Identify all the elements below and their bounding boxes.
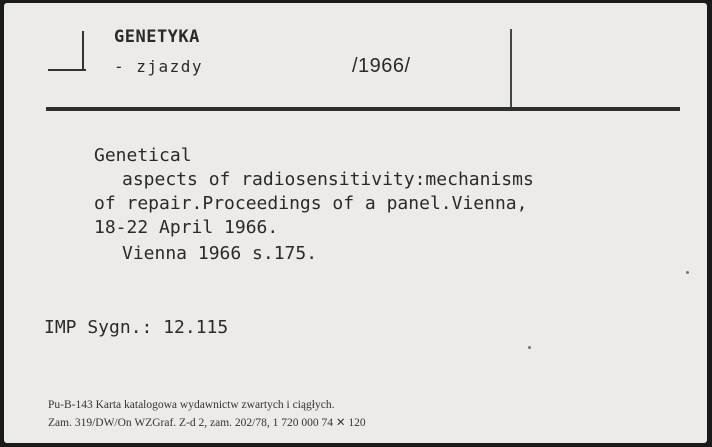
- divider-horizontal-left: [48, 69, 86, 71]
- footer-line-2: Zam. 319/DW/On WZGraf. Z-d 2, zam. 202/78, 1 720 000 74 ✕ 120: [48, 417, 366, 429]
- catalog-card: [4, 3, 707, 443]
- body-line-1: Genetical: [94, 145, 192, 166]
- card-heading: GENETYKA: [114, 27, 200, 47]
- body-line-5: Vienna 1966 s.175.: [122, 243, 318, 264]
- divider-vertical-right: [510, 29, 512, 107]
- card-subheading: - zjazdy: [114, 57, 204, 76]
- body-line-3: of repair.Proceedings of a panel.Vienna,: [94, 193, 528, 214]
- divider-vertical-left: [82, 31, 84, 69]
- body-line-4: 18-22 April 1966.: [94, 217, 279, 238]
- body-line-2: aspects of radiosensitivity:mechanisms: [122, 169, 534, 190]
- speck: [528, 346, 531, 349]
- speck: [686, 271, 689, 274]
- header-rule: [46, 107, 680, 111]
- call-number: IMP Sygn.: 12.115: [44, 317, 229, 338]
- card-year: /1966/: [352, 55, 411, 77]
- footer-line-1: Pu-B-143 Karta katalogowa wydawnictw zwartych i ciągłych.: [48, 399, 335, 411]
